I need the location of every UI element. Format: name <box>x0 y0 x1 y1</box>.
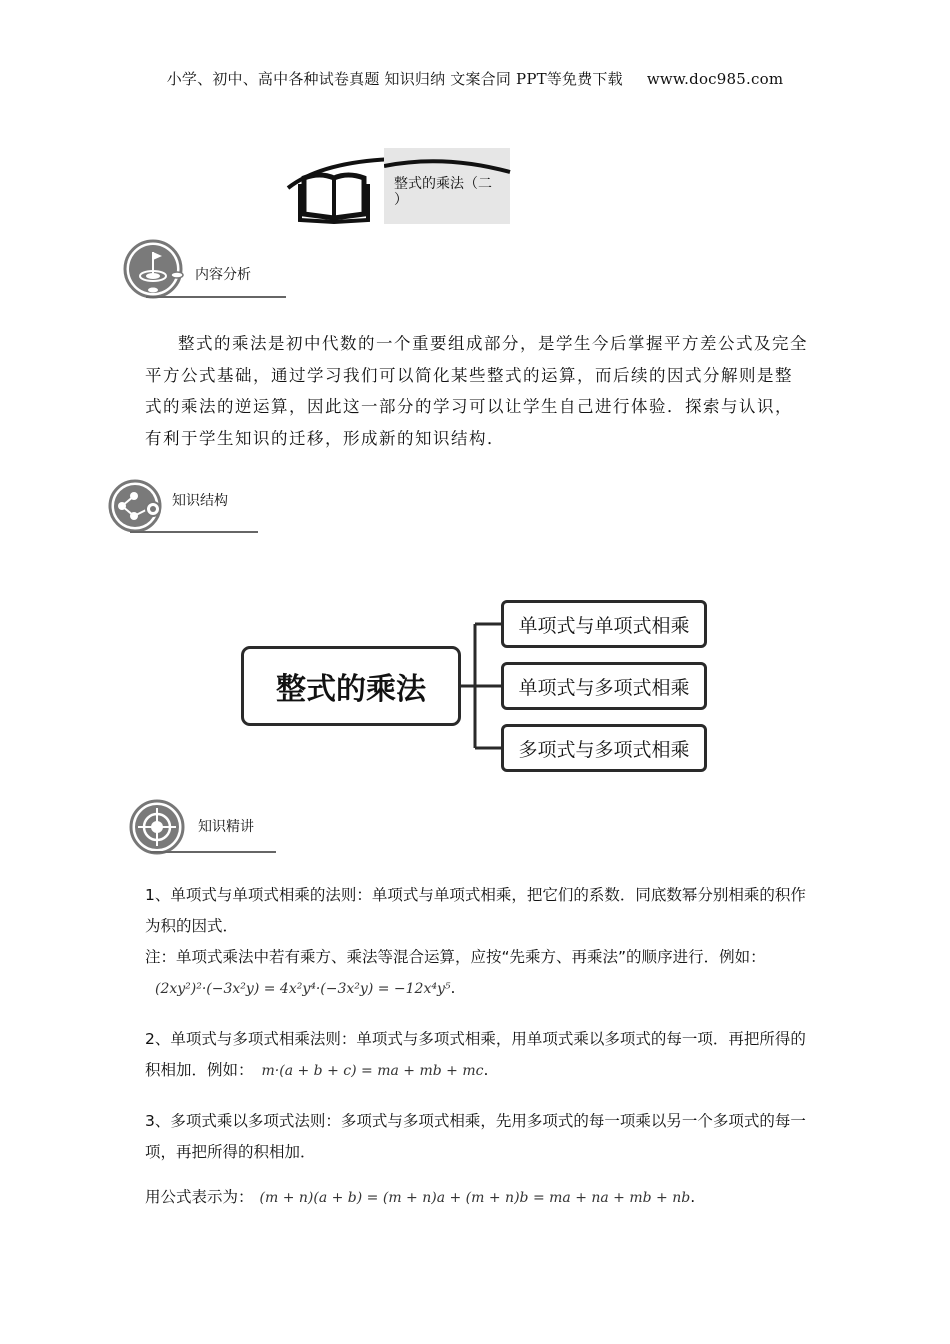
rule-2 <box>145 1024 810 1087</box>
rule-3 <box>145 1106 810 1168</box>
note <box>145 942 810 1005</box>
title-line-1: 整式的乘法（二 <box>394 176 492 192</box>
rule-1-text: 1、单项式与单项式相乘的法则：单项式与单项式相乘，把它们的系数．同底数幂分别相乘的积作为积的因式． <box>145 886 806 935</box>
rule-2-formula: m·(a + b + c) = ma + mb + mc <box>261 1063 484 1079</box>
header-tagline: 小学、初中、高中各种试卷真题 知识归纳 文案合同 PPT等免费下载 <box>166 70 623 88</box>
mindmap-connectors <box>461 620 503 754</box>
analysis-text: 整式的乘法是初中代数的一个重要组成部分，是学生今后掌握平方差公式及完全平方公式基础，通过学习我们可以简化某些整式的运算，而后续的因式分解则是整式的乘法的逆运算，因此这一部分的学习可以让学生自己进行体验．探索与认识，有利于学生知识的迁移，形成新的知识结构． <box>145 334 808 448</box>
section-title-structure: 知识结构 <box>172 493 228 509</box>
section-title-lecture: 知识精讲 <box>198 819 254 835</box>
mindmap-branch-1: 单项式与单项式相乘 <box>501 600 707 648</box>
rule-3-formula-line <box>145 1182 810 1214</box>
rule-2-text: 2、单项式与多项式相乘法则：单项式与多项式相乘，用单项式乘以多项式的每一项．再把所得的积相加．例如： <box>145 1030 806 1079</box>
mindmap-branch-2: 单项式与多项式相乘 <box>501 662 707 710</box>
page-header <box>0 68 950 89</box>
section-underline <box>146 296 286 298</box>
target-flag-icon <box>122 238 192 300</box>
rule-1 <box>145 880 810 942</box>
mindmap-center-node: 整式的乘法 <box>241 646 461 726</box>
period: . <box>690 1188 696 1206</box>
bullseye-icon <box>128 798 192 858</box>
open-book-icon <box>284 148 384 224</box>
section-title-analysis: 内容分析 <box>195 267 251 283</box>
mindmap-branch-3: 多项式与多项式相乘 <box>501 724 707 772</box>
note-text: 注：单项式乘法中若有乘方、乘法等混合运算，应按“先乘方、再乘法”的顺序进行．例如： <box>145 948 766 966</box>
period: . <box>450 979 456 997</box>
page-title <box>394 176 514 208</box>
header-site[interactable]: www.doc985.com <box>646 70 784 88</box>
title-line-2: ） <box>394 192 408 208</box>
title-book-area <box>284 148 384 224</box>
network-icon <box>108 478 172 534</box>
rule-3-formula: (m + n)(a + b) = (m + n)a + (m + n)b = ma + na + mb + nb <box>259 1190 691 1206</box>
section-underline <box>130 531 258 533</box>
analysis-paragraph <box>145 328 810 454</box>
note-formula: (2xy²)²·(−3x²y) = 4x²y⁴·(−3x²y) = −12x⁴y⁵ <box>155 981 451 997</box>
section-underline <box>150 851 276 853</box>
formula-label: 用公式表示为： <box>145 1188 254 1206</box>
rule-3-text: 3、多项式乘以多项式法则：多项式与多项式相乘，先用多项式的每一项乘以另一个多项式的每一项，再把所得的积相加． <box>145 1112 806 1161</box>
period: . <box>483 1061 489 1079</box>
